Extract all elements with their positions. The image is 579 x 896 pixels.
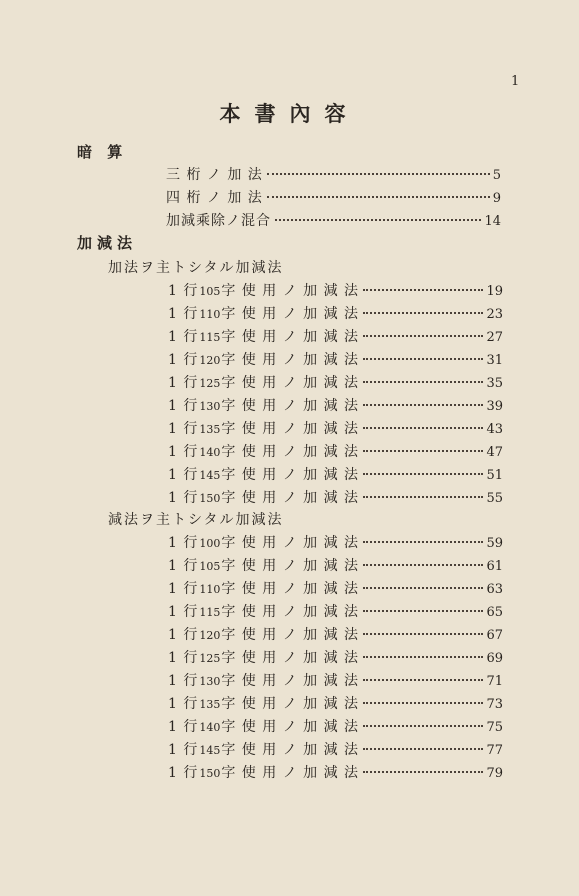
entry-label: 四 桁 ノ 加 法 bbox=[166, 190, 263, 206]
toc-entry[interactable] bbox=[168, 280, 503, 300]
entry-page: 23 bbox=[486, 307, 503, 322]
entry-count: 145 bbox=[199, 469, 221, 482]
entry-label: 字 使 用 ノ 加 減 法 bbox=[221, 375, 360, 391]
entry-count: 140 bbox=[199, 446, 221, 459]
entry-page: 61 bbox=[486, 559, 503, 574]
toc-entry[interactable] bbox=[168, 693, 503, 713]
entry-label: 字 使 用 ノ 加 減 法 bbox=[221, 696, 360, 712]
dot-leader bbox=[363, 541, 483, 543]
dot-leader bbox=[363, 289, 483, 291]
subsection-heading-subtraction: 減法ヲ主トシタル加減法 bbox=[108, 512, 284, 528]
dot-leader bbox=[363, 564, 483, 566]
toc-entry[interactable] bbox=[168, 464, 503, 484]
dot-leader bbox=[363, 312, 483, 314]
toc-entry[interactable] bbox=[168, 303, 503, 323]
dot-leader bbox=[363, 587, 483, 589]
entry-lead: 1 行 bbox=[168, 490, 199, 506]
dot-leader bbox=[363, 427, 483, 429]
entry-lead: 1 行 bbox=[168, 352, 199, 368]
entry-page: 69 bbox=[486, 651, 503, 666]
entry-page: 51 bbox=[486, 468, 503, 483]
dot-leader bbox=[267, 196, 490, 198]
entry-count: 115 bbox=[199, 331, 221, 344]
dot-leader bbox=[363, 656, 483, 658]
dot-leader bbox=[363, 450, 483, 452]
entry-count: 120 bbox=[199, 354, 221, 367]
entry-label: 字 使 用 ノ 加 減 法 bbox=[221, 398, 360, 414]
entry-lead: 1 行 bbox=[168, 329, 199, 345]
entry-lead: 1 行 bbox=[168, 421, 199, 437]
entry-count: 110 bbox=[199, 583, 221, 596]
entry-page: 75 bbox=[486, 720, 503, 735]
entry-label: 字 使 用 ノ 加 減 法 bbox=[221, 306, 360, 322]
toc-entry[interactable] bbox=[168, 372, 503, 392]
entry-page: 65 bbox=[486, 605, 503, 620]
dot-leader bbox=[363, 610, 483, 612]
toc-entry[interactable] bbox=[168, 762, 503, 782]
entry-page: 43 bbox=[486, 422, 503, 437]
toc-entry[interactable] bbox=[168, 647, 503, 667]
entry-page: 35 bbox=[486, 376, 503, 391]
page-title: 本書內容 bbox=[219, 101, 360, 126]
entry-label: 字 使 用 ノ 加 減 法 bbox=[221, 581, 360, 597]
entry-label: 字 使 用 ノ 加 減 法 bbox=[221, 490, 360, 506]
entry-page: 67 bbox=[486, 628, 503, 643]
toc-entry[interactable] bbox=[168, 624, 503, 644]
entry-lead: 1 行 bbox=[168, 467, 199, 483]
entry-label: 字 使 用 ノ 加 減 法 bbox=[221, 283, 360, 299]
entry-page: 9 bbox=[492, 191, 501, 206]
entry-page: 39 bbox=[486, 399, 503, 414]
section-heading-kagenho: 加減法 bbox=[77, 234, 138, 252]
entry-label: 字 使 用 ノ 加 減 法 bbox=[221, 673, 360, 689]
entry-count: 150 bbox=[199, 492, 221, 505]
entry-lead: 1 行 bbox=[168, 673, 199, 689]
toc-entry[interactable] bbox=[168, 601, 503, 621]
entry-count: 110 bbox=[199, 308, 221, 321]
toc-entry[interactable] bbox=[166, 187, 501, 207]
entry-count: 135 bbox=[199, 698, 221, 711]
dot-leader bbox=[267, 173, 490, 175]
toc-entry[interactable] bbox=[168, 739, 503, 759]
entry-label: 三 桁 ノ 加 法 bbox=[166, 167, 263, 183]
entry-lead: 1 行 bbox=[168, 627, 199, 643]
toc-entry[interactable] bbox=[168, 349, 503, 369]
entry-lead: 1 行 bbox=[168, 558, 199, 574]
dot-leader bbox=[363, 335, 483, 337]
entry-label: 字 使 用 ノ 加 減 法 bbox=[221, 421, 360, 437]
dot-leader bbox=[363, 473, 483, 475]
entry-page: 55 bbox=[486, 491, 503, 506]
toc-entry[interactable] bbox=[166, 210, 501, 230]
entry-label: 字 使 用 ノ 加 減 法 bbox=[221, 650, 360, 666]
dot-leader bbox=[275, 219, 481, 221]
entry-count: 145 bbox=[199, 744, 221, 757]
entry-page: 63 bbox=[486, 582, 503, 597]
entry-lead: 1 行 bbox=[168, 650, 199, 666]
toc-entry[interactable] bbox=[168, 555, 503, 575]
entry-page: 14 bbox=[484, 214, 501, 229]
entry-count: 105 bbox=[199, 285, 221, 298]
entry-page: 59 bbox=[486, 536, 503, 551]
entry-lead: 1 行 bbox=[168, 444, 199, 460]
entry-page: 19 bbox=[486, 284, 503, 299]
entry-lead: 1 行 bbox=[168, 283, 199, 299]
entry-count: 140 bbox=[199, 721, 221, 734]
entry-count: 120 bbox=[199, 629, 221, 642]
entry-count: 130 bbox=[199, 400, 221, 413]
toc-entry[interactable] bbox=[166, 164, 501, 184]
subsection-heading-addition: 加法ヲ主トシタル加減法 bbox=[108, 260, 284, 276]
entry-label: 字 使 用 ノ 加 減 法 bbox=[221, 558, 360, 574]
toc-entry[interactable] bbox=[168, 487, 503, 507]
dot-leader bbox=[363, 748, 483, 750]
entry-page: 31 bbox=[486, 353, 503, 368]
toc-entry[interactable] bbox=[168, 670, 503, 690]
entry-lead: 1 行 bbox=[168, 375, 199, 391]
entry-label: 字 使 用 ノ 加 減 法 bbox=[221, 604, 360, 620]
entry-page: 77 bbox=[486, 743, 503, 758]
dot-leader bbox=[363, 381, 483, 383]
dot-leader bbox=[363, 404, 483, 406]
entry-lead: 1 行 bbox=[168, 696, 199, 712]
toc-entry[interactable] bbox=[168, 716, 503, 736]
entry-page: 71 bbox=[486, 674, 503, 689]
entry-page: 5 bbox=[492, 168, 501, 183]
page-number: 1 bbox=[511, 74, 520, 89]
entry-label: 字 使 用 ノ 加 減 法 bbox=[221, 535, 360, 551]
entry-label: 字 使 用 ノ 加 減 法 bbox=[221, 627, 360, 643]
entry-label: 字 使 用 ノ 加 減 法 bbox=[221, 352, 360, 368]
toc-entry[interactable] bbox=[168, 326, 503, 346]
entry-lead: 1 行 bbox=[168, 765, 199, 781]
entry-count: 135 bbox=[199, 423, 221, 436]
entry-count: 115 bbox=[199, 606, 221, 619]
section-heading-anzan: 暗 算 bbox=[77, 143, 128, 161]
entry-lead: 1 行 bbox=[168, 604, 199, 620]
entry-count: 125 bbox=[199, 377, 221, 390]
entry-count: 150 bbox=[199, 767, 221, 780]
entry-page: 73 bbox=[486, 697, 503, 712]
entry-page: 27 bbox=[486, 330, 503, 345]
entry-page: 47 bbox=[486, 445, 503, 460]
entry-label: 字 使 用 ノ 加 減 法 bbox=[221, 719, 360, 735]
entry-label: 字 使 用 ノ 加 減 法 bbox=[221, 765, 360, 781]
entry-lead: 1 行 bbox=[168, 398, 199, 414]
entry-count: 100 bbox=[199, 537, 221, 550]
entry-label: 字 使 用 ノ 加 減 法 bbox=[221, 742, 360, 758]
entry-count: 130 bbox=[199, 675, 221, 688]
entry-count: 105 bbox=[199, 560, 221, 573]
dot-leader bbox=[363, 679, 483, 681]
entry-lead: 1 行 bbox=[168, 719, 199, 735]
toc-entry[interactable] bbox=[168, 532, 503, 552]
dot-leader bbox=[363, 725, 483, 727]
dot-leader bbox=[363, 358, 483, 360]
entry-count: 125 bbox=[199, 652, 221, 665]
toc-entry[interactable] bbox=[168, 418, 503, 438]
dot-leader bbox=[363, 702, 483, 704]
entry-lead: 1 行 bbox=[168, 535, 199, 551]
entry-lead: 1 行 bbox=[168, 581, 199, 597]
dot-leader bbox=[363, 633, 483, 635]
entry-lead: 1 行 bbox=[168, 306, 199, 322]
toc-entry[interactable] bbox=[168, 578, 503, 598]
toc-entry[interactable] bbox=[168, 395, 503, 415]
dot-leader bbox=[363, 771, 483, 773]
entry-label: 字 使 用 ノ 加 減 法 bbox=[221, 467, 360, 483]
entry-lead: 1 行 bbox=[168, 742, 199, 758]
entry-page: 79 bbox=[486, 766, 503, 781]
entry-label: 字 使 用 ノ 加 減 法 bbox=[221, 329, 360, 345]
entry-label: 字 使 用 ノ 加 減 法 bbox=[221, 444, 360, 460]
toc-entry[interactable] bbox=[168, 441, 503, 461]
dot-leader bbox=[363, 496, 483, 498]
entry-label: 加減乘除ノ混合 bbox=[166, 213, 271, 229]
